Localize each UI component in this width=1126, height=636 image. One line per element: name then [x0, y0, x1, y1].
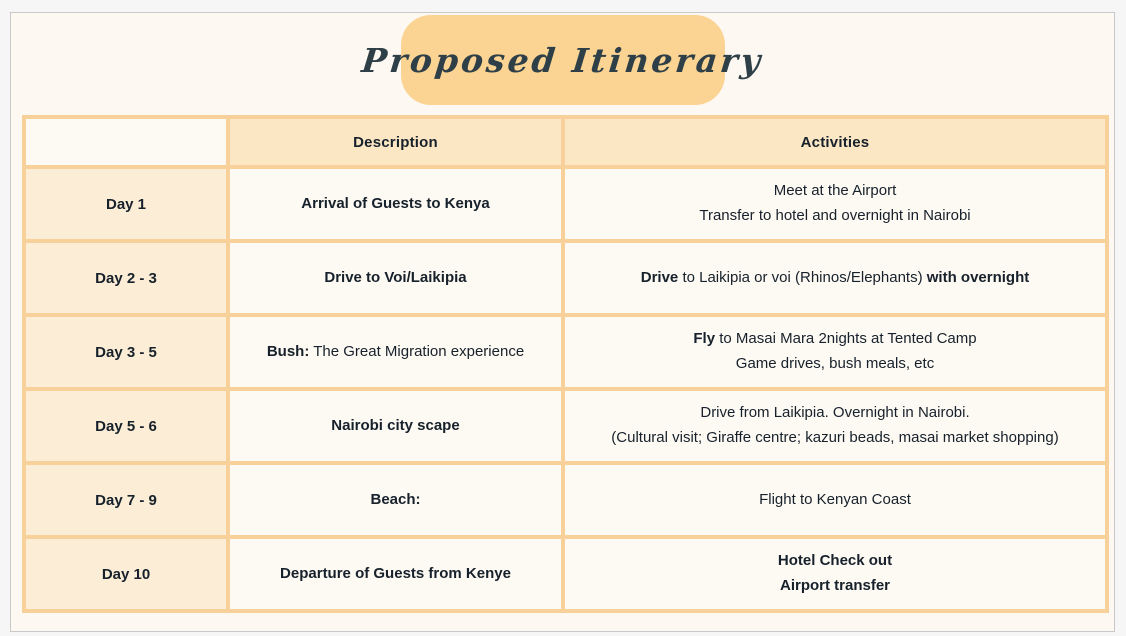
- activities-cell: Drive from Laikipia. Overnight in Nairobi. (Cultural visit; Giraffe centre; kazuri beads, masai market shopping): [563, 389, 1107, 463]
- description-cell: Departure of Guests from Kenye: [228, 537, 563, 611]
- table-row-day-1: [24, 167, 1107, 241]
- header-blank-cell: [24, 117, 228, 167]
- page-title-badge: [359, 15, 766, 105]
- day-cell: Day 3 - 5: [24, 315, 228, 389]
- activities-cell: Flight to Kenyan Coast: [563, 463, 1107, 537]
- description-cell: Drive to Voi/Laikipia: [228, 241, 563, 315]
- description-cell: Nairobi city scape: [228, 389, 563, 463]
- day-cell: Day 1: [24, 167, 228, 241]
- table-row-day-5-6: [24, 389, 1107, 463]
- day-cell: Day 10: [24, 537, 228, 611]
- day-cell: Day 7 - 9: [24, 463, 228, 537]
- activities-cell: Drive to Laikipia or voi (Rhinos/Elephants) with overnight: [563, 241, 1107, 315]
- description-cell: Beach:: [228, 463, 563, 537]
- description-cell: Bush: The Great Migration experience: [228, 315, 563, 389]
- activities-cell: Meet at the Airport Transfer to hotel and overnight in Nairobi: [563, 167, 1107, 241]
- table-row-day-3-5: [24, 315, 1107, 389]
- header-description: Description: [228, 117, 563, 167]
- day-cell: Day 5 - 6: [24, 389, 228, 463]
- itinerary-table: [22, 115, 1109, 613]
- table-row-day-10: [24, 537, 1107, 611]
- header-activities: Activities: [563, 117, 1107, 167]
- description-cell: Arrival of Guests to Kenya: [228, 167, 563, 241]
- activities-cell: Fly to Masai Mara 2nights at Tented Camp Game drives, bush meals, etc: [563, 315, 1107, 389]
- table-row-day-2-3: [24, 241, 1107, 315]
- itinerary-card: [10, 12, 1115, 632]
- activities-cell: Hotel Check out Airport transfer: [563, 537, 1107, 611]
- header-row: [24, 117, 1107, 167]
- table-row-day-7-9: [24, 463, 1107, 537]
- day-cell: Day 2 - 3: [24, 241, 228, 315]
- page-title: Proposed Itinerary: [359, 40, 766, 80]
